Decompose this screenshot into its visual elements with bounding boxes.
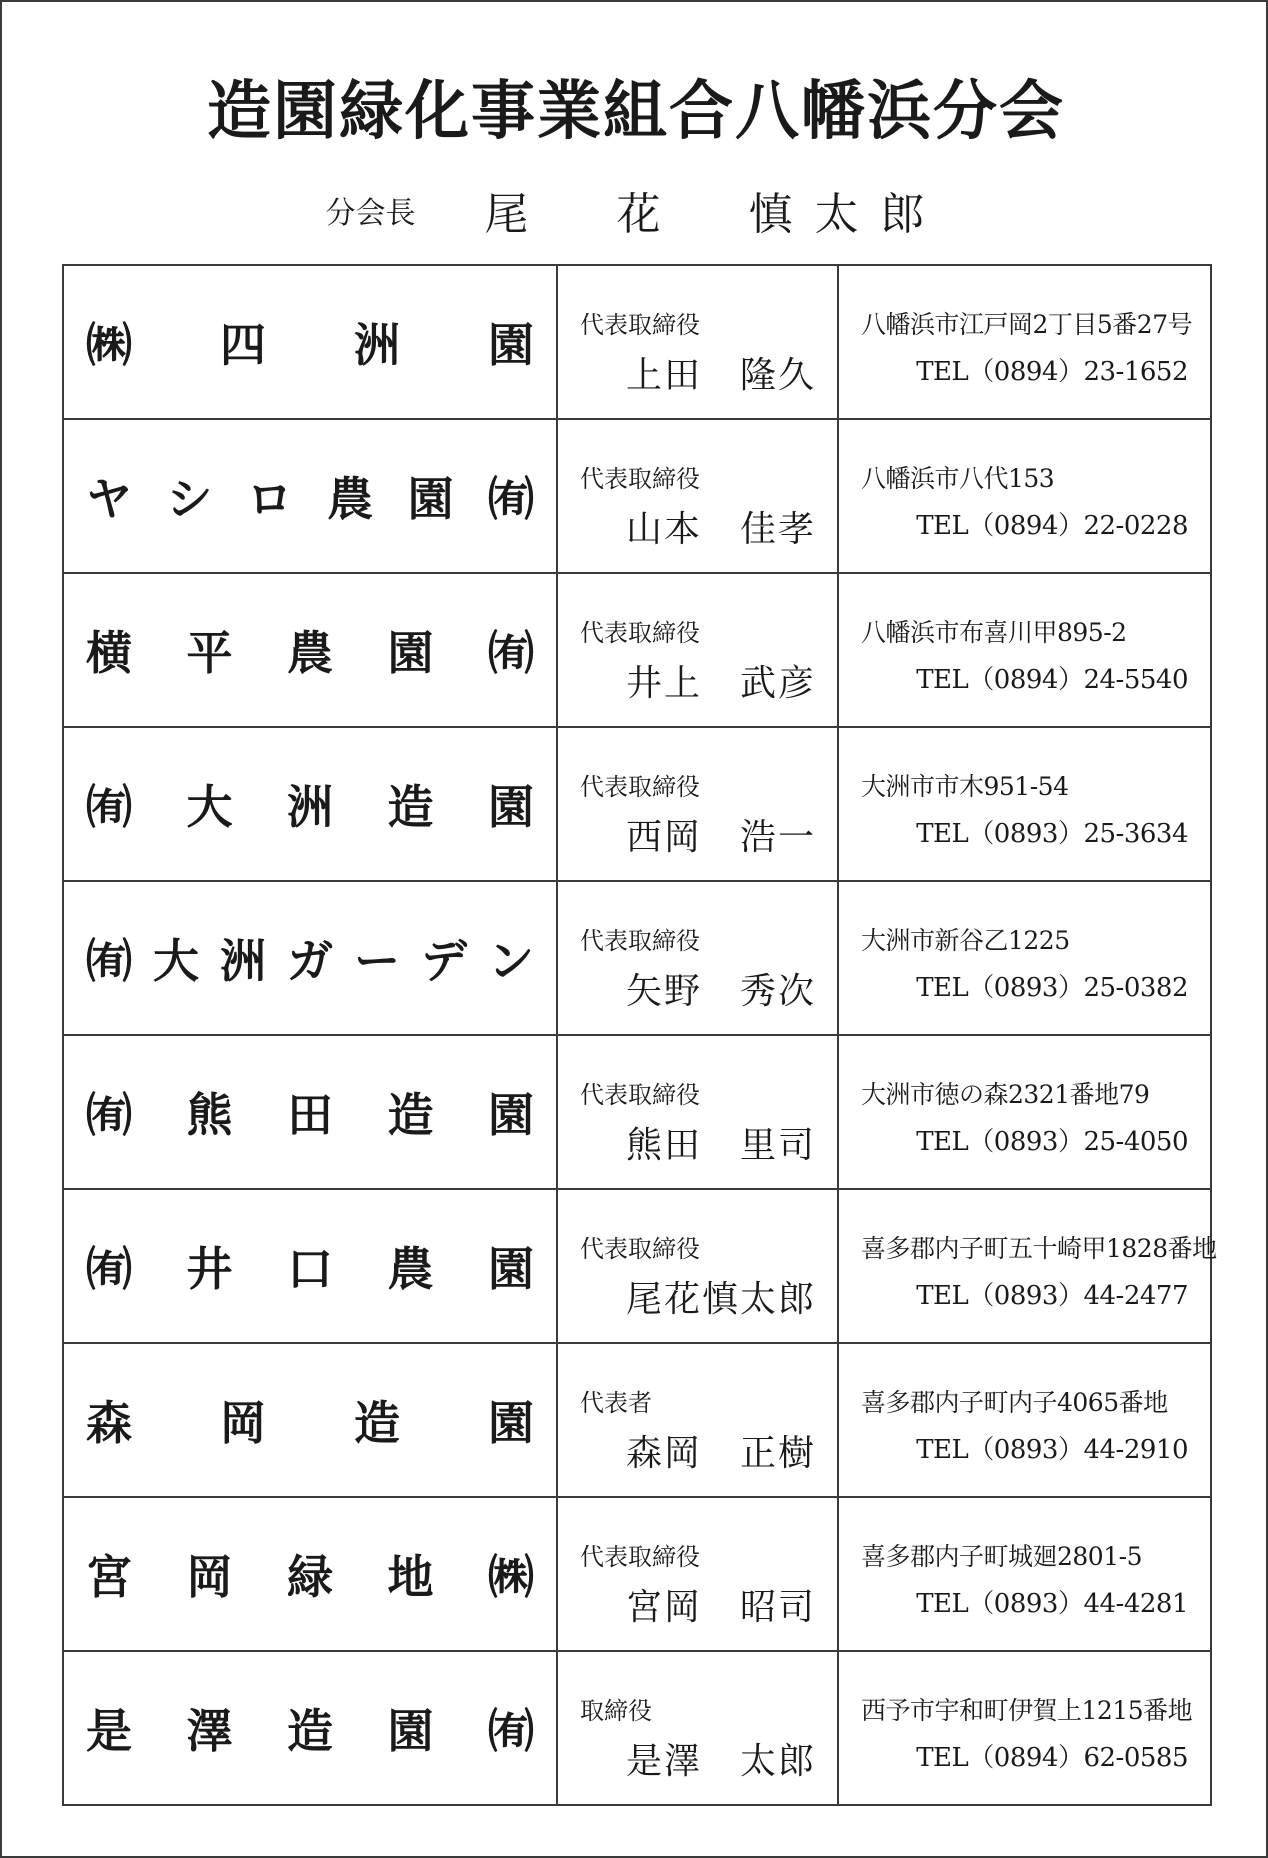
company-name-char: 四 — [220, 318, 266, 372]
company-name-char: 造 — [387, 780, 434, 834]
company-name — [64, 309, 556, 375]
company-name — [64, 1541, 556, 1607]
table-row — [63, 1497, 1211, 1651]
table-row — [63, 1035, 1211, 1189]
company-name-char: ㈲ — [86, 780, 132, 834]
table-row — [63, 727, 1211, 881]
representative-name: 是澤 太郎 — [626, 1741, 817, 1782]
company-name-char: 平 — [186, 626, 233, 680]
company-name-char: デ — [421, 934, 467, 988]
company-name-char: 農 — [387, 1242, 434, 1296]
representative-name: 尾花慎太郎 — [626, 1279, 817, 1320]
company-name — [64, 1387, 556, 1453]
representative-title: 代表取締役 — [580, 1081, 700, 1109]
representative-cell — [557, 1343, 838, 1497]
company-name-char: ロ — [246, 472, 293, 526]
representative-name: 熊田 里司 — [626, 1125, 817, 1166]
member-table — [62, 264, 1217, 1806]
company-name-char: ㈲ — [488, 626, 534, 680]
company-name-char: ㈱ — [86, 318, 132, 372]
company-name — [64, 1695, 556, 1761]
representative-cell — [557, 1497, 838, 1651]
address-cell — [838, 1651, 1211, 1805]
representative-cell — [557, 419, 838, 573]
company-cell — [63, 881, 557, 1035]
company-cell — [63, 1651, 557, 1805]
company-name-char: 園 — [387, 1704, 434, 1758]
company-name-char: 大 — [186, 780, 233, 834]
company-name-char: 農 — [287, 626, 333, 680]
company-name-char: ㈲ — [86, 1242, 132, 1296]
address-text: 八幡浜市布喜川甲895-2 — [861, 618, 1127, 647]
company-name-char: 洲 — [354, 318, 400, 372]
branch-head — [2, 178, 1268, 242]
company-name-char: 園 — [488, 780, 534, 834]
company-name-char: ㈲ — [86, 934, 132, 988]
company-name — [64, 617, 556, 683]
address-text: 喜多郡内子町城廻2801-5 — [861, 1542, 1142, 1571]
representative-name: 宮岡 昭司 — [626, 1587, 817, 1628]
address-cell — [838, 265, 1211, 419]
phone-number: TEL（0893）44-2477 — [916, 1281, 1188, 1311]
address-text: 喜多郡内子町内子4065番地 — [861, 1388, 1168, 1417]
company-name-char: ヤ — [86, 472, 132, 526]
company-name-char: 澤 — [186, 1704, 233, 1758]
company-name-char: 造 — [354, 1396, 400, 1450]
company-name-char: ㈲ — [86, 1088, 132, 1142]
phone-number: TEL（0893）25-3634 — [916, 819, 1188, 849]
address-text: 大洲市新谷乙1225 — [861, 926, 1070, 955]
company-name-char: 田 — [287, 1088, 333, 1142]
company-cell — [63, 1497, 557, 1651]
company-name-char: 園 — [488, 318, 534, 372]
company-name-char: ㈱ — [488, 1550, 534, 1604]
company-name-char: ー — [354, 934, 400, 988]
address-cell — [838, 1189, 1217, 1343]
table-row — [63, 419, 1211, 573]
company-cell — [63, 1189, 557, 1343]
representative-cell — [557, 1035, 838, 1189]
representative-title: 取締役 — [580, 1697, 652, 1725]
company-name-char: 井 — [186, 1242, 233, 1296]
company-name-char: 造 — [287, 1704, 333, 1758]
company-name-char: 洲 — [220, 934, 266, 988]
company-cell — [63, 1035, 557, 1189]
company-name — [64, 925, 556, 991]
address-cell — [838, 727, 1211, 881]
table-row — [63, 881, 1211, 1035]
table-row — [63, 573, 1211, 727]
company-name-char: 園 — [488, 1242, 534, 1296]
address-text: 大洲市徳の森2321番地79 — [861, 1080, 1150, 1109]
address-text: 大洲市市木951-54 — [861, 772, 1069, 801]
table-row — [63, 1343, 1211, 1497]
address-text: 八幡浜市江戸岡2丁目5番27号 — [861, 310, 1193, 339]
representative-name: 森岡 正樹 — [626, 1433, 817, 1474]
representative-title: 代表取締役 — [580, 311, 700, 339]
representative-cell — [557, 727, 838, 881]
representative-title: 代表取締役 — [580, 927, 700, 955]
company-name-char: ㈲ — [487, 472, 534, 526]
company-cell — [63, 265, 557, 419]
company-cell — [63, 727, 557, 881]
company-name-char: 園 — [407, 472, 454, 526]
representative-title: 代表取締役 — [580, 1235, 700, 1263]
phone-number: TEL（0893）25-0382 — [916, 973, 1188, 1003]
company-cell — [63, 419, 557, 573]
representative-title: 代表者 — [580, 1389, 652, 1417]
table-row — [63, 1651, 1211, 1805]
company-cell — [63, 573, 557, 727]
address-cell — [838, 419, 1211, 573]
company-name-char: 横 — [86, 626, 132, 680]
company-name-char: 洲 — [287, 780, 333, 834]
address-cell — [838, 1035, 1211, 1189]
company-name-char: 園 — [387, 626, 434, 680]
representative-name: 西岡 浩一 — [626, 817, 817, 858]
company-name-char: 農 — [327, 472, 374, 526]
company-name — [64, 1079, 556, 1145]
representative-cell — [557, 265, 838, 419]
company-name-char: 是 — [86, 1704, 132, 1758]
company-name-char: 口 — [287, 1242, 333, 1296]
company-name-char: ン — [488, 934, 534, 988]
representative-title: 代表取締役 — [580, 619, 700, 647]
address-text: 西予市宇和町伊賀上1215番地 — [861, 1696, 1193, 1725]
company-name-char: ㈲ — [488, 1704, 534, 1758]
table-row — [63, 265, 1211, 419]
company-name-char: ガ — [287, 934, 333, 988]
company-name-char: 岡 — [220, 1396, 266, 1450]
phone-number: TEL（0893）44-4281 — [916, 1589, 1188, 1619]
company-name-char: 岡 — [186, 1550, 233, 1604]
company-name-char: 地 — [387, 1550, 434, 1604]
phone-number: TEL（0893）25-4050 — [916, 1127, 1188, 1157]
representative-name: 矢野 秀次 — [626, 971, 817, 1012]
representative-name: 井上 武彦 — [626, 663, 817, 704]
company-name — [64, 771, 556, 837]
phone-number: TEL（0894）23-1652 — [916, 357, 1188, 387]
company-name-char: 大 — [153, 934, 199, 988]
phone-number: TEL（0894）22-0228 — [916, 511, 1188, 541]
address-text: 喜多郡内子町五十崎甲1828番地 — [861, 1234, 1217, 1263]
representative-title: 代表取締役 — [580, 773, 700, 801]
representative-name: 上田 隆久 — [626, 355, 817, 396]
representative-cell — [557, 573, 838, 727]
company-name — [64, 1233, 556, 1299]
address-cell — [838, 881, 1211, 1035]
representative-cell — [557, 1651, 838, 1805]
address-text: 八幡浜市八代153 — [861, 464, 1055, 493]
company-name-char: 園 — [488, 1396, 534, 1450]
address-cell — [838, 573, 1211, 727]
company-name-char: 園 — [488, 1088, 534, 1142]
company-name-char: 造 — [387, 1088, 434, 1142]
phone-number: TEL（0894）24-5540 — [916, 665, 1188, 695]
address-cell — [838, 1497, 1211, 1651]
branch-head-role: 分会長 — [325, 196, 416, 231]
representative-cell — [557, 881, 838, 1035]
member-table-body — [63, 265, 1217, 1805]
company-name-char: 森 — [86, 1396, 132, 1450]
company-name-char: 熊 — [186, 1088, 233, 1142]
phone-number: TEL（0893）44-2910 — [916, 1435, 1188, 1465]
address-cell — [838, 1343, 1211, 1497]
company-name-char: シ — [166, 472, 213, 526]
company-cell — [63, 1343, 557, 1497]
document-title: 造園緑化事業組合八幡浜分会 — [207, 74, 1065, 149]
representative-title: 代表取締役 — [580, 1543, 700, 1571]
company-name-char: 宮 — [86, 1550, 132, 1604]
representative-cell — [557, 1189, 838, 1343]
representative-name: 山本 佳孝 — [626, 509, 817, 550]
table-row — [63, 1189, 1211, 1343]
company-name-char: 緑 — [287, 1550, 333, 1604]
phone-number: TEL（0894）62-0585 — [916, 1743, 1188, 1773]
company-name — [64, 463, 556, 529]
representative-title: 代表取締役 — [580, 465, 700, 493]
branch-head-name: 尾 花 慎太郎 — [484, 189, 947, 240]
